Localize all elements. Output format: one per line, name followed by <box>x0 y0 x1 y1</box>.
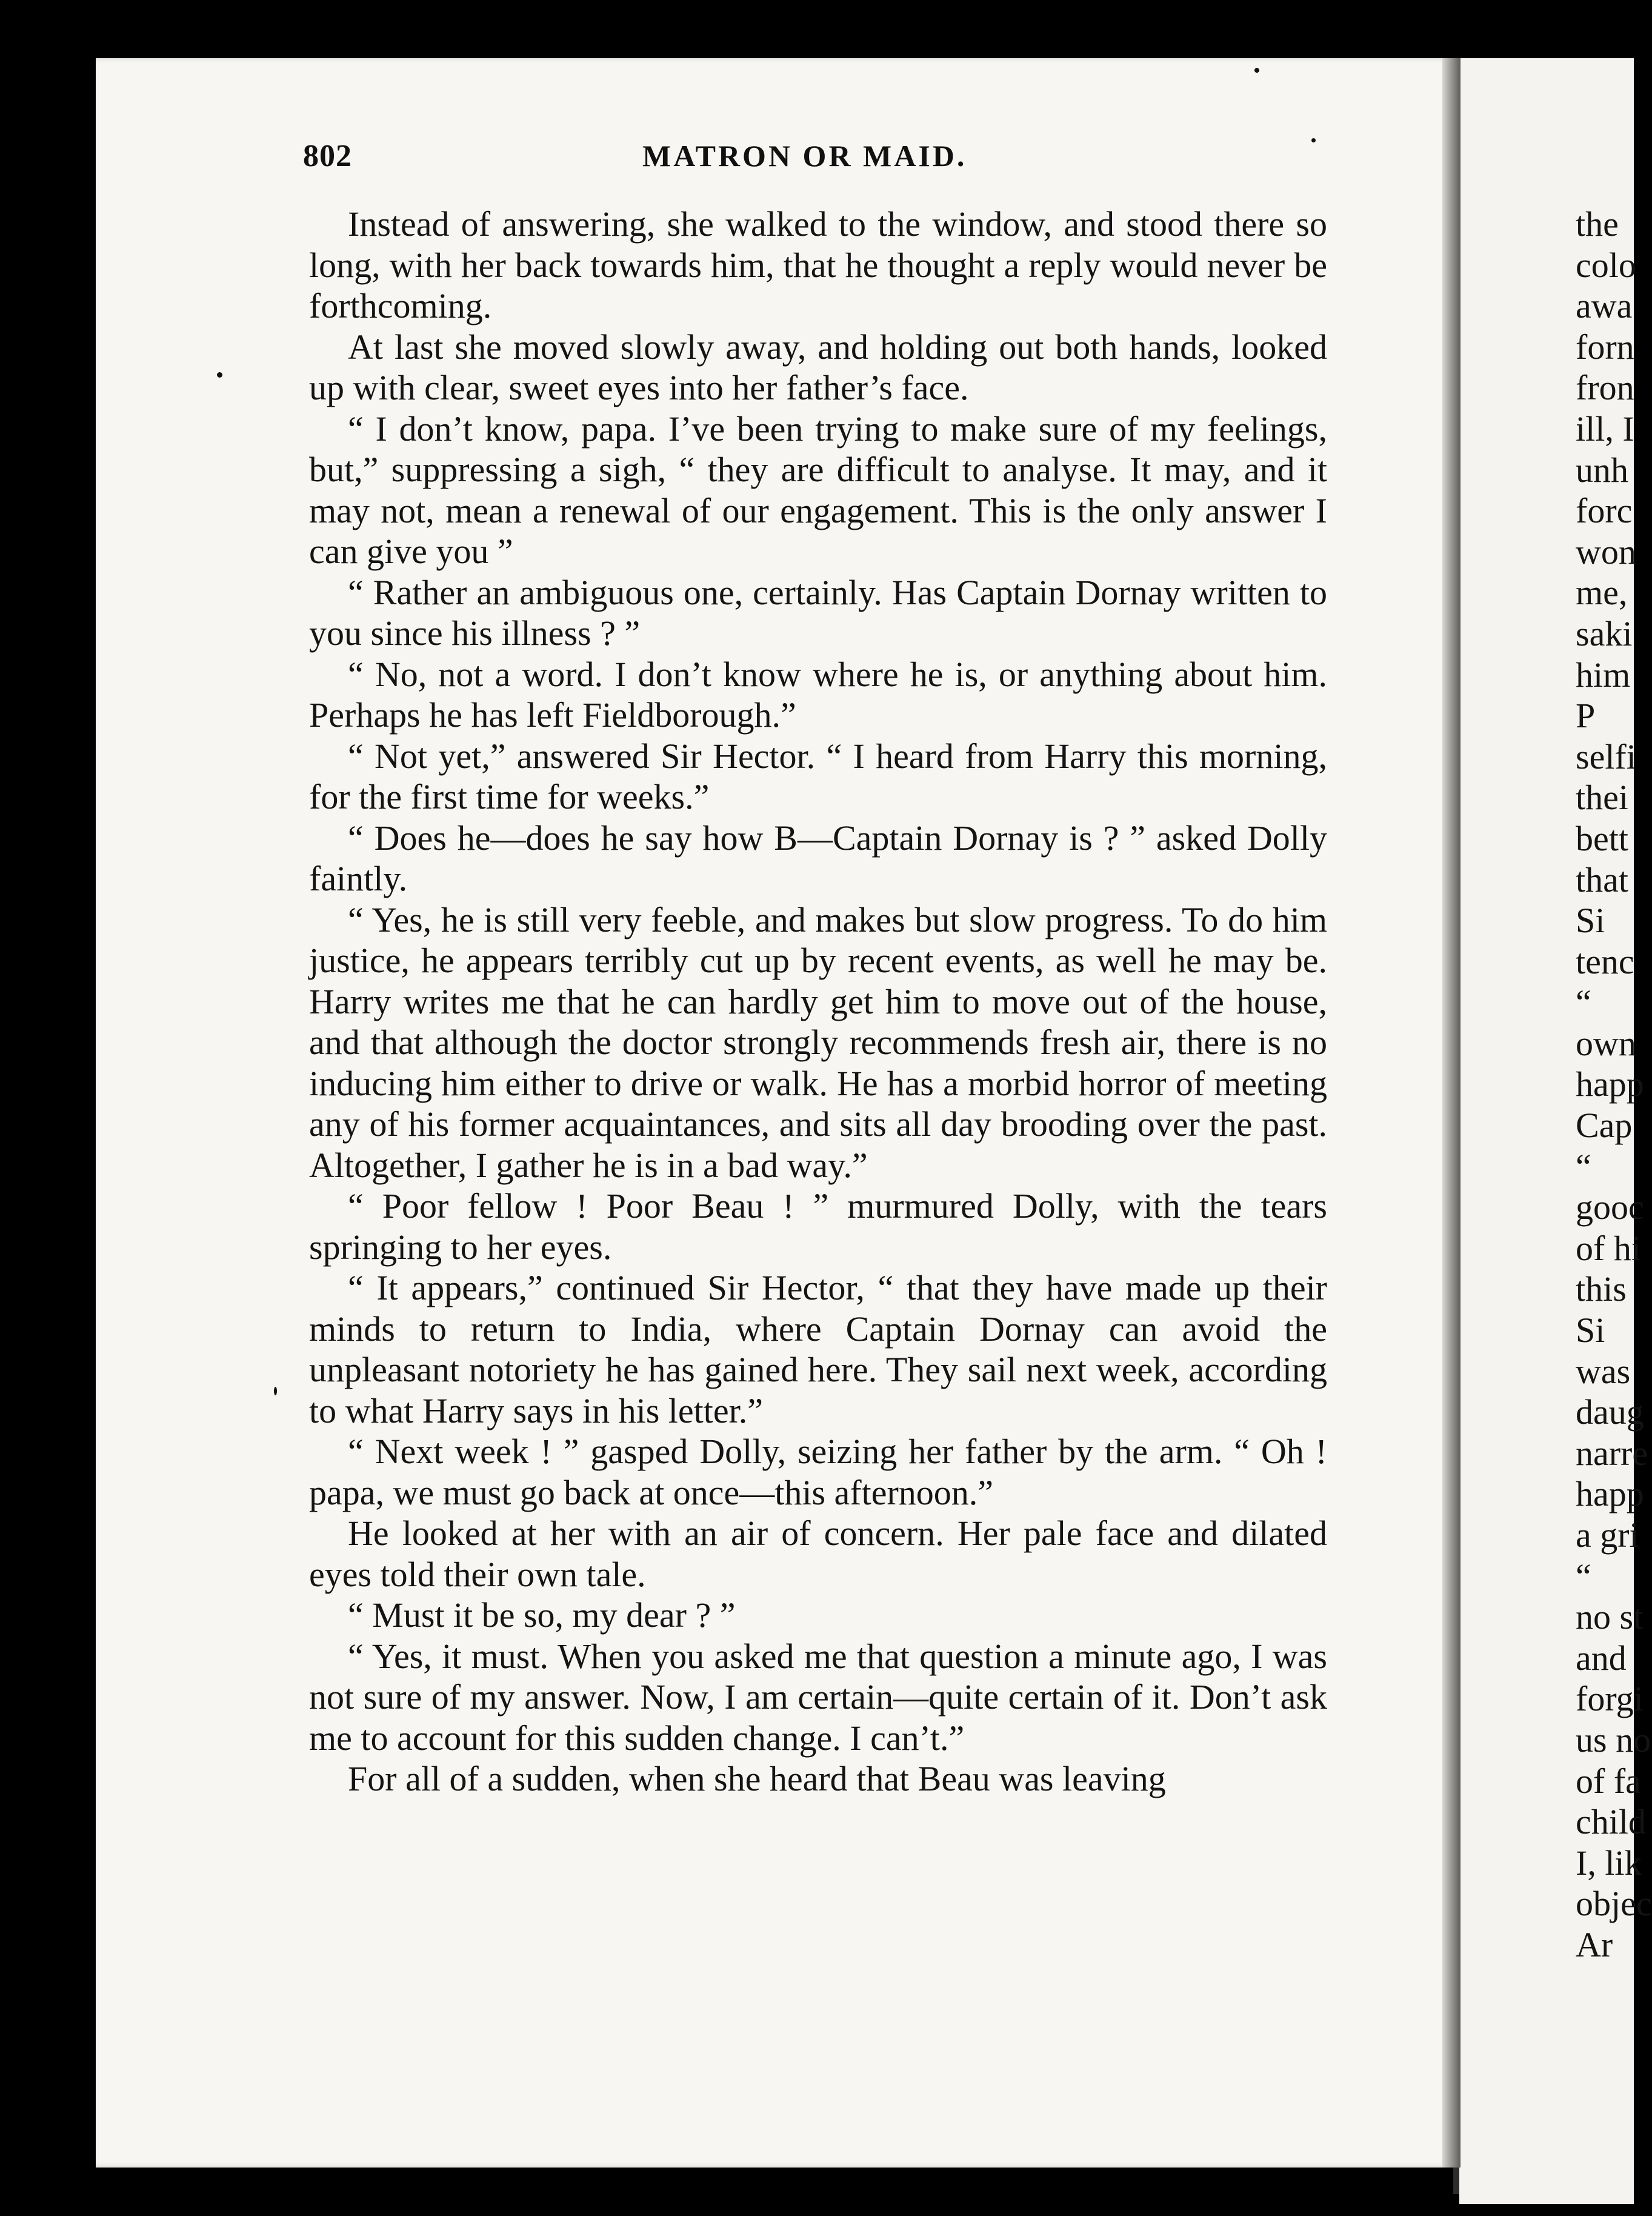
facing-line: unh <box>1576 450 1628 490</box>
paragraph: “ Does he—does he say how B—Captain Dornay is ? ” asked Dolly faintly. <box>309 818 1327 898</box>
facing-line: this <box>1576 1269 1627 1309</box>
speck <box>217 372 222 378</box>
facing-line: Cap <box>1576 1106 1633 1146</box>
running-title: MATRON OR MAID. <box>642 139 967 173</box>
facing-line: the <box>1576 204 1619 244</box>
paragraph: “ Rather an ambiguous one, certainly. Has Captain Dornay written to you since his illness ? ” <box>309 572 1327 653</box>
facing-line: selfi <box>1576 736 1636 776</box>
facing-line: him <box>1576 655 1631 695</box>
facing-line: happ <box>1576 1474 1644 1514</box>
paragraph: “ Poor fellow ! Poor Beau ! ” murmured Dolly, with the tears springing to her eyes. <box>309 1186 1327 1267</box>
speck <box>274 1387 277 1395</box>
paragraph: He looked at her with an air of concern. Her pale face and dilated eyes told their own tale. <box>309 1513 1327 1594</box>
facing-line: and <box>1576 1638 1627 1678</box>
facing-line: Si <box>1576 1310 1605 1350</box>
facing-line: saki <box>1576 613 1633 653</box>
facing-line: forn <box>1576 327 1634 367</box>
facing-line: ill, I <box>1576 409 1634 449</box>
facing-line: daug <box>1576 1392 1644 1432</box>
paragraph: “ Yes, it must. When you asked me that question a minute ago, I was not sure of my answer. Now, I am certain—quite certain of it. Don’t ask me to account for this sudden change. I can’t.” <box>309 1636 1327 1758</box>
facing-line: no st <box>1576 1597 1644 1637</box>
paragraph: For all of a sudden, when she heard that Beau was leaving <box>348 1759 1166 1798</box>
page-gutter <box>1442 58 1460 2168</box>
facing-line: Si <box>1576 901 1605 941</box>
facing-line: Ar <box>1576 1924 1613 1964</box>
facing-line: won <box>1576 532 1636 572</box>
facing-line: me, <box>1576 573 1628 613</box>
facing-line: of hi <box>1576 1228 1641 1268</box>
facing-line: gooc <box>1576 1187 1644 1227</box>
facing-line: child <box>1576 1802 1646 1842</box>
facing-line: forgi <box>1576 1679 1644 1719</box>
facing-line: thei <box>1576 778 1628 818</box>
facing-line: that <box>1576 859 1628 899</box>
facing-line: happ <box>1576 1064 1644 1104</box>
facing-page-text <box>1576 204 1652 1966</box>
facing-line: fron <box>1576 368 1634 408</box>
paragraph: “ I don’t know, papa. I’ve been trying to make sure of my feelings, but,” suppressing a sigh, “ they are difficult to analyse. It may, and it may not, mean a renewal of our engagement. This is the only answer I can give you ” <box>309 409 1327 571</box>
facing-line: colo <box>1576 245 1636 285</box>
facing-line: bett <box>1576 818 1628 858</box>
facing-line: objec <box>1576 1884 1652 1924</box>
speck <box>1311 138 1316 142</box>
facing-line: I, lik <box>1576 1843 1642 1883</box>
speck <box>1254 68 1259 73</box>
facing-line: of fa <box>1576 1761 1641 1801</box>
facing-line: “ <box>1576 1146 1591 1186</box>
facing-line: narre <box>1576 1433 1648 1473</box>
facing-line: a gri <box>1576 1515 1639 1555</box>
paragraph: “ Next week ! ” gasped Dolly, seizing her father by the arm. “ Oh ! papa, we must go back at once—this afternoon.” <box>309 1432 1327 1512</box>
page-number: 802 <box>303 139 352 173</box>
paragraph: “ Must it be so, my dear ? ” <box>348 1595 736 1635</box>
facing-line: us no <box>1576 1720 1651 1760</box>
facing-line: awa <box>1576 286 1633 326</box>
paragraph: “ It appears,” continued Sir Hector, “ that they have made up their minds to return to India, where Captain Dornay can avoid the unpleasant notoriety he has gained here. They sail next week, according to what Harry says in his letter.” <box>309 1268 1327 1430</box>
facing-line: tenc <box>1576 941 1634 981</box>
facing-line: forc <box>1576 491 1633 531</box>
facing-line: own <box>1576 1023 1636 1063</box>
facing-line: was <box>1576 1351 1631 1391</box>
paragraph: Instead of answering, she walked to the window, and stood there so long, with her back towards him, that he thought a reply would never be forthcoming. <box>309 204 1327 325</box>
paragraph: “ No, not a word. I don’t know where he is, or anything about him. Perhaps he has left Fieldborough.” <box>309 654 1327 735</box>
body-text <box>309 204 1327 1800</box>
paragraph: At last she moved slowly away, and holding out both hands, looked up with clear, sweet eyes into her father’s face. <box>309 327 1327 407</box>
facing-line: “ <box>1576 1556 1591 1596</box>
paragraph: “ Yes, he is still very feeble, and makes but slow progress. To do him justice, he appears terribly cut up by recent events, as well he may be. Harry writes me that he can hardly get him to move out of the house, and that although the doctor strongly recommends fresh air, there is no inducing him either to drive or walk. He has a morbid horror of meeting any of his former acquaintances, and sits all day brooding over the past. Altogether, I gather he is in a bad way.” <box>309 899 1327 1185</box>
page-header <box>303 138 1297 181</box>
paragraph: “ Not yet,” answered Sir Hector. “ I heard from Harry this morning, for the first time for weeks.” <box>309 736 1327 816</box>
facing-line: P <box>1576 696 1596 736</box>
facing-line: “ <box>1576 983 1591 1023</box>
